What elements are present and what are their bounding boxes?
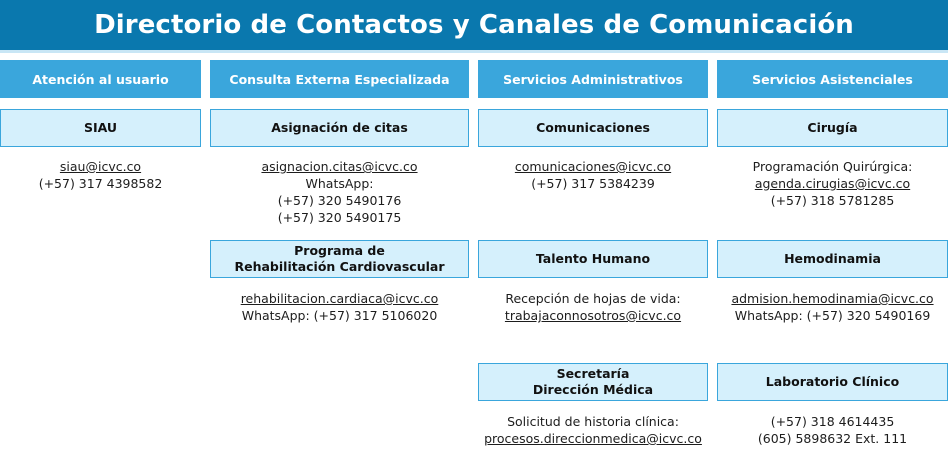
rehab-heading-line1: Programa de [294, 243, 385, 258]
siau-phone: (+57) 317 4398582 [38, 176, 163, 191]
secretaria-heading-line1: Secretaría [556, 366, 630, 381]
secretaria-heading-line2: Dirección Médica [532, 382, 654, 397]
laboratorio-info [717, 413, 948, 447]
cirugia-heading [717, 109, 948, 147]
comunicaciones-email-link[interactable]: comunicaciones@icvc.co [514, 159, 672, 174]
comunicaciones-heading [478, 109, 708, 147]
citas-email-link[interactable]: asignacion.citas@icvc.co [261, 159, 418, 174]
category-consulta-externa: Consulta Externa Especializada [210, 60, 469, 98]
siau-email-link[interactable]: siau@icvc.co [59, 159, 142, 174]
secretaria-email-link[interactable]: procesos.direccionmedica@icvc.co [484, 431, 702, 446]
comunicaciones-info [478, 158, 708, 192]
hemodinamia-heading [717, 240, 948, 278]
cirugia-phone: (+57) 318 5781285 [770, 193, 895, 208]
page-title: Directorio de Contactos y Canales de Comunicación [0, 0, 948, 50]
title-divider [0, 50, 948, 53]
laboratorio-heading-text: Laboratorio Clínico [765, 374, 900, 389]
laboratorio-phone-2: (605) 5898632 Ext. 111 [757, 431, 908, 446]
rehab-whatsapp: WhatsApp: (+57) 317 5106020 [241, 308, 438, 323]
rehab-heading-line2: Rehabilitación Cardiovascular [234, 259, 445, 274]
hemodinamia-info [717, 290, 948, 324]
citas-phone-1: (+57) 320 5490176 [277, 193, 402, 208]
talento-info [478, 290, 708, 324]
comunicaciones-phone: (+57) 317 5384239 [531, 176, 655, 191]
talento-email-link[interactable]: trabajaconnosotros@icvc.co [504, 308, 682, 323]
comunicaciones-heading-text: Comunicaciones [536, 120, 650, 135]
cirugia-label: Programación Quirúrgica: [752, 159, 913, 174]
laboratorio-phone-1: (+57) 318 4614435 [770, 414, 895, 429]
talento-label: Recepción de hojas de vida: [505, 291, 681, 306]
hemodinamia-heading-text: Hemodinamia [784, 251, 881, 266]
talento-heading [478, 240, 708, 278]
siau-info [0, 158, 201, 192]
hemodinamia-email-link[interactable]: admision.hemodinamia@icvc.co [731, 291, 934, 306]
category-atencion-usuario: Atención al usuario [0, 60, 201, 98]
citas-info [210, 158, 469, 226]
cirugia-email-link[interactable]: agenda.cirugias@icvc.co [754, 176, 911, 191]
citas-whatsapp-label: WhatsApp: [305, 176, 374, 191]
rehab-info [210, 290, 469, 324]
secretaria-label: Solicitud de historia clínica: [507, 414, 679, 429]
category-servicios-asistenciales: Servicios Asistenciales [717, 60, 948, 98]
citas-heading [210, 109, 469, 147]
laboratorio-heading [717, 363, 948, 401]
hemodinamia-whatsapp: WhatsApp: (+57) 320 5490169 [734, 308, 931, 323]
secretaria-heading [478, 363, 708, 401]
category-servicios-administrativos: Servicios Administrativos [478, 60, 708, 98]
secretaria-info [478, 413, 708, 447]
rehab-heading [210, 240, 469, 278]
talento-heading-text: Talento Humano [535, 251, 651, 266]
citas-heading-text: Asignación de citas [271, 120, 408, 135]
siau-heading [0, 109, 201, 147]
cirugia-info [717, 158, 948, 209]
cirugia-heading-text: Cirugía [807, 120, 858, 135]
rehab-email-link[interactable]: rehabilitacion.cardiaca@icvc.co [240, 291, 439, 306]
siau-heading-text: SIAU [83, 120, 118, 135]
citas-phone-2: (+57) 320 5490175 [277, 210, 402, 225]
